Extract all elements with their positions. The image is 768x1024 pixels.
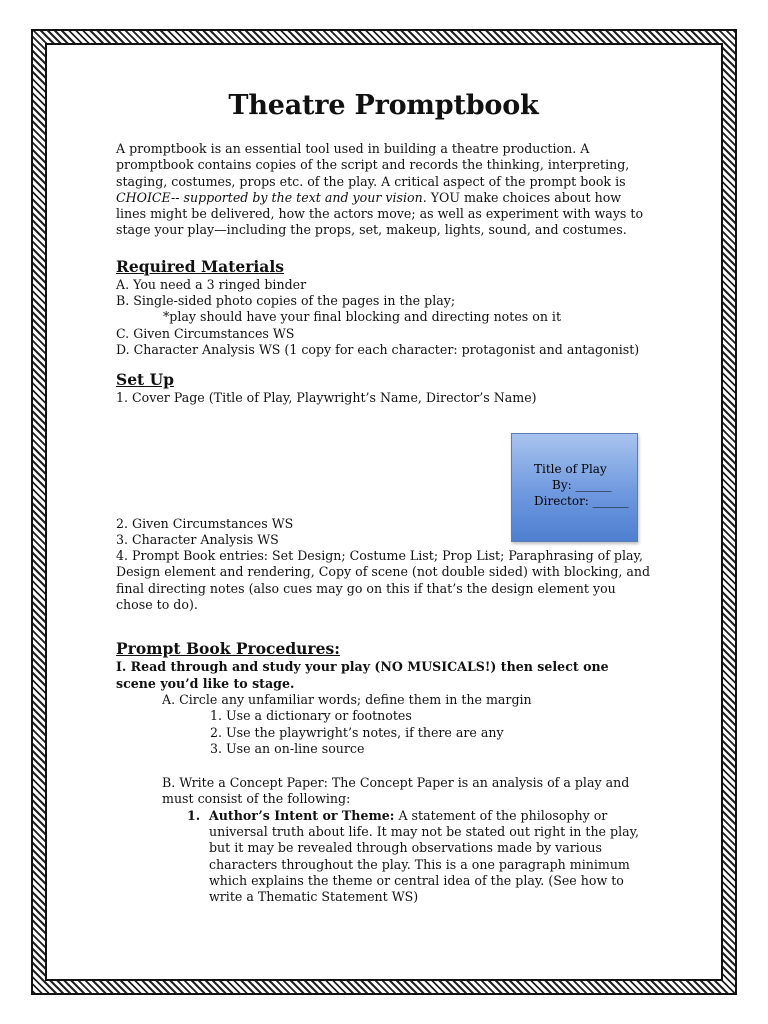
procedure-b-item-1-label: Author’s Intent or Theme: — [209, 807, 395, 823]
procedure-a: A. Circle any unfamiliar words; define them in the margin — [162, 691, 532, 707]
required-item-a: A. You need a 3 ringed binder — [116, 276, 307, 292]
procedures-heading: Prompt Book Procedures: — [116, 639, 340, 659]
setup-heading: Set Up — [116, 370, 174, 390]
procedure-b-item-1-body: A statement of the philosophy or universal truth about life. It may not be stated out right in the play, but it may be revealed through observations made by various characters throughout the play. This is a one paragraph minimum which explains the theme or central idea of the play. (See how to write a Thematic Statement WS) — [209, 807, 640, 905]
procedure-a-item-1: 1. Use a dictionary or footnotes — [210, 708, 412, 724]
setup-item-4: 4. Prompt Book entries: Set Design; Costume List; Prop List; Paraphrasing of play, Design element and rendering, Copy of scene (not double sided) with blocking, and final directing notes (also cues may go on this if that’s the design element you chose to do). — [116, 548, 651, 613]
cover-box-director: Director: ______ — [534, 494, 629, 508]
required-item-c: C. Given Circumstances WS — [116, 325, 295, 341]
intro-italic: CHOICE-- supported by the text and your vision. — [116, 189, 427, 205]
intro-text-1: A promptbook is an essential tool used in building a theatre production. A promptbook contains copies of the script and records the thinking, interpreting, staging, costumes, props etc. of the play. A critical aspect of the prompt book is — [116, 141, 630, 189]
required-materials-heading: Required Materials — [116, 256, 284, 276]
procedure-b-item-1-number: 1. — [187, 807, 201, 823]
cover-page-sample-box — [511, 433, 638, 542]
required-item-b-note: *play should have your final blocking and directing notes on it — [163, 309, 562, 325]
procedure-b-item-1-text — [209, 808, 651, 906]
procedure-b-item-1 — [116, 808, 651, 906]
procedure-step-1: I. Read through and study your play (NO MUSICALS!) then select one scene you’d like to stage. — [116, 659, 609, 691]
intro-text-2: YOU make choices about how lines might be delivered, how the actors move; as well as experiment with ways to stage your play—including the props, set, makeup, lights, sound, and costumes. — [116, 189, 644, 238]
required-item-d: D. Character Analysis WS (1 copy for each character: protagonist and antagonist) — [116, 341, 640, 357]
setup-item-2: 2. Given Circumstances WS — [116, 515, 294, 531]
document-title: Theatre Promptbook — [228, 90, 539, 121]
required-item-b: B. Single-sided photo copies of the pages in the play; — [116, 293, 456, 309]
setup-item-3: 3. Character Analysis WS — [116, 531, 279, 547]
procedure-a-item-3: 3. Use an on-line source — [210, 740, 365, 756]
intro-paragraph — [116, 141, 651, 239]
cover-box-title: Title of Play — [534, 462, 607, 476]
procedure-a-item-2: 2. Use the playwright’s notes, if there are any — [210, 724, 504, 740]
procedure-b: B. Write a Concept Paper: The Concept Paper is an analysis of a play and must consist of the following: — [162, 775, 630, 807]
setup-item-1: 1. Cover Page (Title of Play, Playwright’s Name, Director’s Name) — [116, 390, 537, 406]
cover-box-by: By: ______ — [552, 478, 612, 492]
